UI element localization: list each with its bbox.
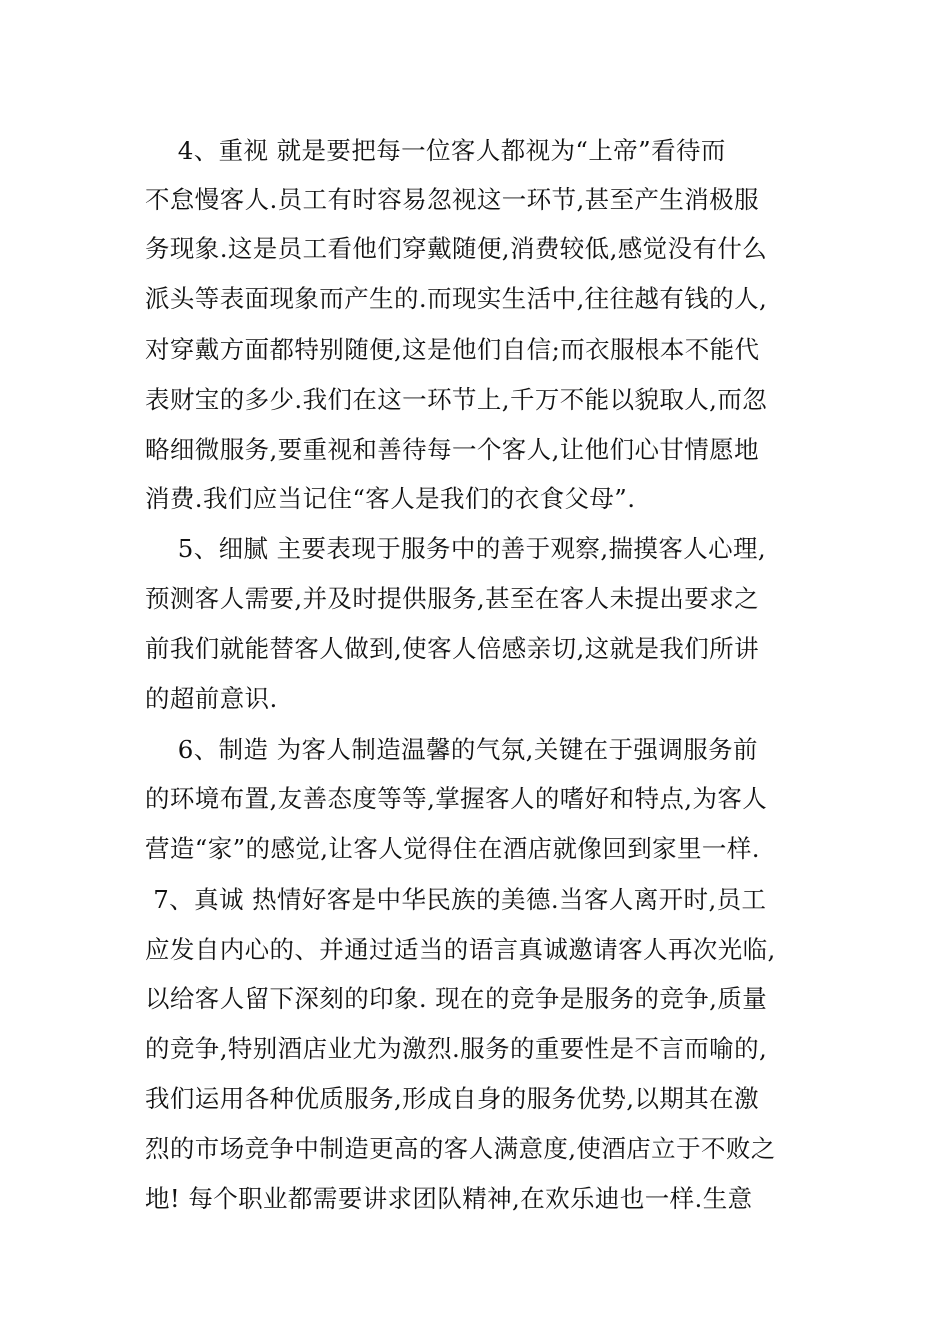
text-line: 应发自内心的、并通过适当的语言真诚邀请客人再次光临, xyxy=(145,935,776,964)
text-line: 我们运用各种优质服务,形成自身的服务优势,以期其在激 xyxy=(145,1084,759,1113)
text-line: 5、细腻 主要表现于服务中的善于观察,揣摸客人心理, xyxy=(145,534,767,563)
text-line: 的超前意识. xyxy=(145,684,278,713)
text-line: 不怠慢客人.员工有时容易忽视这一环节,甚至产生消极服 xyxy=(145,185,759,214)
text-line: 的竞争,特别酒店业尤为激烈.服务的重要性是不言而喻的, xyxy=(145,1034,768,1063)
text-line: 消费.我们应当记住“客人是我们的衣食父母”. xyxy=(145,484,636,513)
text-line: 预测客人需要,并及时提供服务,甚至在客人未提出要求之 xyxy=(145,584,759,613)
text-line: 对穿戴方面都特别随便,这是他们自信;而衣服根本不能代 xyxy=(145,335,760,364)
text-line: 6、制造 为客人制造温馨的气氛,关键在于强调服务前 xyxy=(145,735,758,764)
text-line: 的环境布置,友善态度等等,掌握客人的嗜好和特点,为客人 xyxy=(145,784,768,813)
text-line: 派头等表面现象而产生的.而现实生活中,往往越有钱的人, xyxy=(145,284,768,313)
text-line: 烈的市场竞争中制造更高的客人满意度,使酒店立于不败之 xyxy=(145,1134,776,1163)
text-line: 略细微服务,要重视和善待每一个客人,让他们心甘情愿地 xyxy=(145,435,759,464)
text-line: 7、真诚 热情好客是中华民族的美德.当客人离开时,员工 xyxy=(145,885,767,914)
text-line: 营造“家”的感觉,让客人觉得住在酒店就像回到家里一样. xyxy=(145,834,760,863)
text-line: 以给客人留下深刻的印象. 现在的竞争是服务的竞争,质量 xyxy=(145,984,768,1013)
text-line: 地! 每个职业都需要讲求团队精神,在欢乐迪也一样.生意 xyxy=(145,1184,753,1213)
text-line: 4、重视 就是要把每一位客人都视为“上帝”看待而 xyxy=(145,136,726,165)
text-line: 表财宝的多少.我们在这一环节上,千万不能以貌取人,而忽 xyxy=(145,385,768,414)
text-line: 前我们就能替客人做到,使客人倍感亲切,这就是我们所讲 xyxy=(145,634,759,663)
text-line: 务现象.这是员工看他们穿戴随便,消费较低,感觉没有什么 xyxy=(145,234,768,263)
